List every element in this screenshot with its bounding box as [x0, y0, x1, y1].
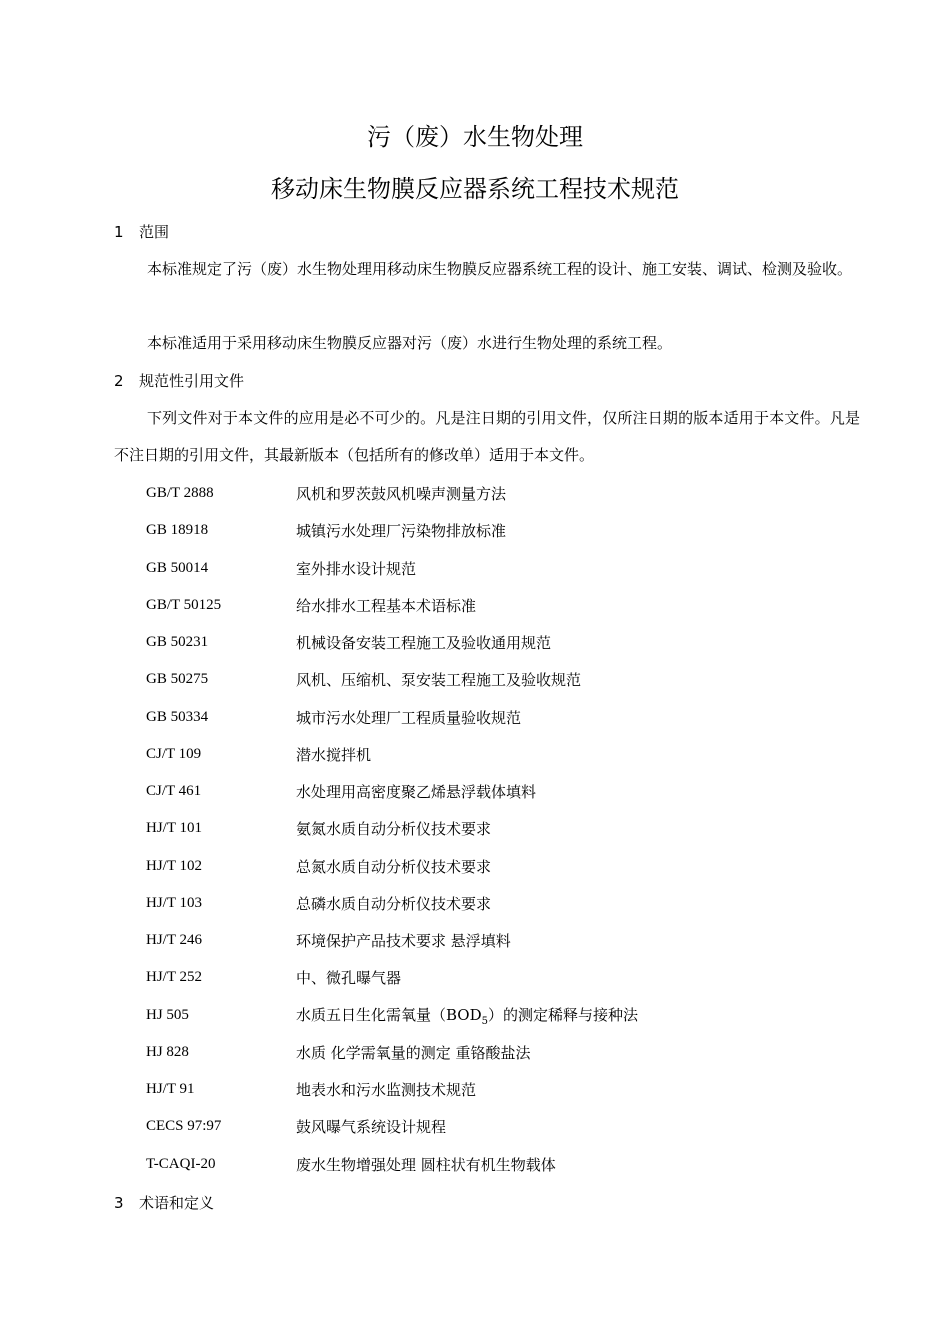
reference-item: [146, 959, 846, 996]
reference-item: [146, 736, 846, 773]
section-1-paragraph-2: 本标准适用于采用移动床生物膜反应器对污（废）水进行生物处理的系统工程。: [147, 334, 673, 352]
reference-code: GB/T 2888: [146, 485, 214, 502]
reference-item: [146, 550, 846, 587]
reference-item: [146, 922, 846, 959]
reference-item: [146, 810, 846, 847]
reference-code: GB/T 50125: [146, 596, 222, 613]
section-3-number: 3: [114, 1194, 124, 1212]
reference-title: 城市污水处理厂工程质量验收规范: [296, 708, 522, 727]
reference-code: HJ 828: [146, 1043, 189, 1060]
section-2-intro: 下列文件对于本文件的应用是必不可少的。凡是注日期的引用文件，仅所注日期的版本适用于本文件。凡是不注日期的引用文件，其最新版本（包括所有的修改单）适用于本文件。: [114, 409, 860, 464]
reference-title: 室外排水设计规范: [296, 559, 417, 578]
reference-code: GB 50275: [146, 671, 209, 688]
reference-code: HJ/T 252: [146, 969, 202, 986]
reference-code: GB 18918: [146, 522, 209, 539]
reference-title: 风机和罗茨鼓风机噪声测量方法: [296, 485, 507, 504]
section-1-paragraph-1: 本标准规定了污（废）水生物处理用移动床生物膜反应器系统工程的设计、施工安装、调试、检测及验收。: [147, 260, 853, 278]
reference-item: [146, 1108, 846, 1145]
reference-code: HJ 505: [146, 1006, 189, 1023]
reference-title: 中、微孔曝气器: [296, 969, 402, 988]
section-2-number: 2: [114, 372, 124, 390]
reference-item: [146, 475, 846, 512]
reference-item: [146, 885, 846, 922]
reference-code: GB 50014: [146, 559, 209, 576]
reference-title: 总磷水质自动分析仪技术要求: [296, 894, 492, 913]
reference-title: 风机、压缩机、泵安装工程施工及验收规范: [296, 671, 582, 690]
reference-code: CECS 97:97: [146, 1118, 222, 1135]
reference-title: [296, 1004, 846, 1027]
reference-item: [146, 512, 846, 549]
section-2-heading: [114, 371, 244, 391]
reference-code: HJ/T 101: [146, 820, 202, 837]
section-1-heading: [114, 222, 169, 242]
section-1-title: 范围: [139, 223, 170, 241]
reference-title: 环境保护产品技术要求 悬浮填料: [296, 932, 511, 951]
reference-code: HJ/T 246: [146, 932, 202, 949]
reference-code: T-CAQI-20: [146, 1155, 216, 1172]
reference-code: CJ/T 461: [146, 783, 202, 800]
reference-title: 水处理用高密度聚乙烯悬浮载体填料: [296, 783, 537, 802]
reference-item: [146, 773, 846, 810]
reference-code: HJ/T 102: [146, 857, 202, 874]
reference-item: [146, 848, 846, 885]
reference-code: CJ/T 109: [146, 745, 202, 762]
reference-list: [146, 475, 846, 1183]
reference-title: 废水生物增强处理 圆柱状有机生物载体: [296, 1155, 556, 1174]
reference-item: [146, 1146, 846, 1183]
reference-item: [146, 1034, 846, 1071]
reference-title: 城镇污水处理厂污染物排放标准: [296, 522, 507, 541]
reference-item: [146, 699, 846, 736]
section-3-heading: [114, 1193, 214, 1213]
reference-title: 机械设备安装工程施工及验收通用规范: [296, 634, 552, 653]
document-title-line-2: 移动床生物膜反应器系统工程技术规范: [271, 175, 679, 203]
reference-title: 总氮水质自动分析仪技术要求: [296, 857, 492, 876]
reference-code: HJ/T 91: [146, 1081, 195, 1098]
reference-title: 水质 化学需氧量的测定 重铬酸盐法: [296, 1043, 531, 1062]
section-1-number: 1: [114, 223, 124, 241]
reference-code: GB 50231: [146, 634, 209, 651]
reference-title-part: 水质五日生化需氧量（BOD: [296, 1005, 482, 1024]
reference-item: [146, 587, 846, 624]
reference-title: 地表水和污水监测技术规范: [296, 1081, 477, 1100]
reference-item: [146, 1071, 846, 1108]
reference-title-part: ）的测定稀释与接种法: [488, 1005, 639, 1024]
section-3-title: 术语和定义: [139, 1194, 215, 1212]
reference-code: HJ/T 103: [146, 894, 202, 911]
reference-title: 给水排水工程基本术语标准: [296, 596, 477, 615]
reference-code: GB 50334: [146, 708, 209, 725]
document-title-line-1: 污（废）水生物处理: [367, 123, 583, 151]
reference-item: [146, 661, 846, 698]
reference-title: 鼓风曝气系统设计规程: [296, 1118, 447, 1137]
reference-item: [146, 997, 846, 1034]
reference-item: [146, 624, 846, 661]
reference-title: 潜水搅拌机: [296, 745, 372, 764]
section-2-title: 规范性引用文件: [139, 372, 245, 390]
reference-title-subscript: 5: [481, 1015, 489, 1027]
reference-title: 氨氮水质自动分析仪技术要求: [296, 820, 492, 839]
